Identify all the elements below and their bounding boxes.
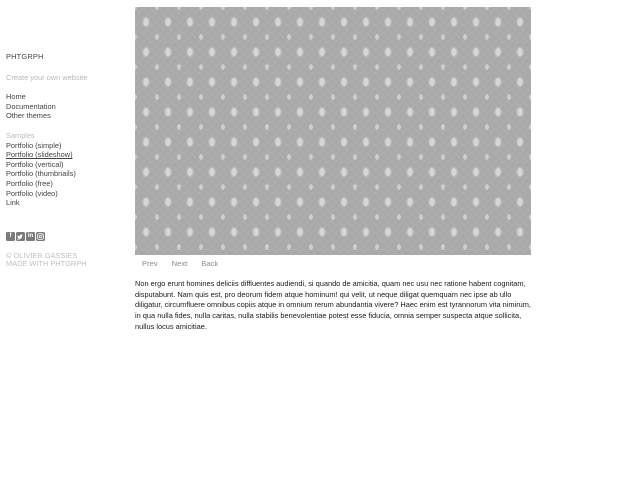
nav-link[interactable]: Link xyxy=(6,198,20,208)
site-title[interactable]: PHTGRPH xyxy=(6,52,44,61)
instagram-icon[interactable] xyxy=(36,232,45,241)
samples-nav xyxy=(6,131,126,208)
facebook-icon[interactable]: f xyxy=(6,232,15,241)
slideshow-pager xyxy=(142,259,218,268)
nav-portfolio-free[interactable]: Portfolio (free) xyxy=(6,178,53,188)
social-links xyxy=(6,232,45,241)
main-nav xyxy=(6,92,126,121)
linkedin-icon[interactable]: in xyxy=(27,233,34,239)
next-button[interactable]: Next xyxy=(171,259,188,268)
back-button[interactable]: Back xyxy=(201,259,219,268)
nav-portfolio-simple[interactable]: Portfolio (simple) xyxy=(6,140,62,150)
nav-portfolio-thumbnails[interactable]: Portfolio (thumbnails) xyxy=(6,169,76,179)
twitter-icon[interactable] xyxy=(16,232,25,241)
nav-home[interactable]: Home xyxy=(6,92,26,102)
description-paragraph: Non ergo erunt homines deliciis diffluentes audiendi, si quando de amicitia, quam nec usu nec ratione habent cognitam, disputabunt. Nam quis est, pro deorum fidem atque hominum! qui velit, ut neque diligat quemquam nec ipse ab ullo diligatur, circumfluere omnibus copiis atque in omnium rerum abundantia vivere? Haec enim est tyrannorum vita nimirum, in qua nulla fides, nulla caritas, nulla stabilis benevolentiae potest esse fiducia, omnia semper suspecta atque sollicita, nullus locus amicitiae. xyxy=(135,279,531,331)
tagline-link[interactable]: Create your own website xyxy=(6,72,88,82)
nav-portfolio-vertical[interactable]: Portfolio (vertical) xyxy=(6,159,64,169)
nav-portfolio-video[interactable]: Portfolio (video) xyxy=(6,188,58,198)
samples-heading: Samples xyxy=(6,130,35,140)
nav-documentation[interactable]: Documentation xyxy=(6,101,56,111)
prev-button[interactable]: Prev xyxy=(142,259,158,268)
made-with-link[interactable]: MADE WITH PHTGRPH xyxy=(6,259,87,269)
nav-other-themes[interactable]: Other themes xyxy=(6,111,51,121)
copyright-text: © OLIVIER GASSIES xyxy=(6,251,78,260)
nav-portfolio-slideshow[interactable]: Portfolio (slideshow) xyxy=(6,150,73,160)
footer xyxy=(6,252,86,269)
slideshow-image[interactable] xyxy=(135,7,531,255)
sidebar xyxy=(6,52,126,218)
